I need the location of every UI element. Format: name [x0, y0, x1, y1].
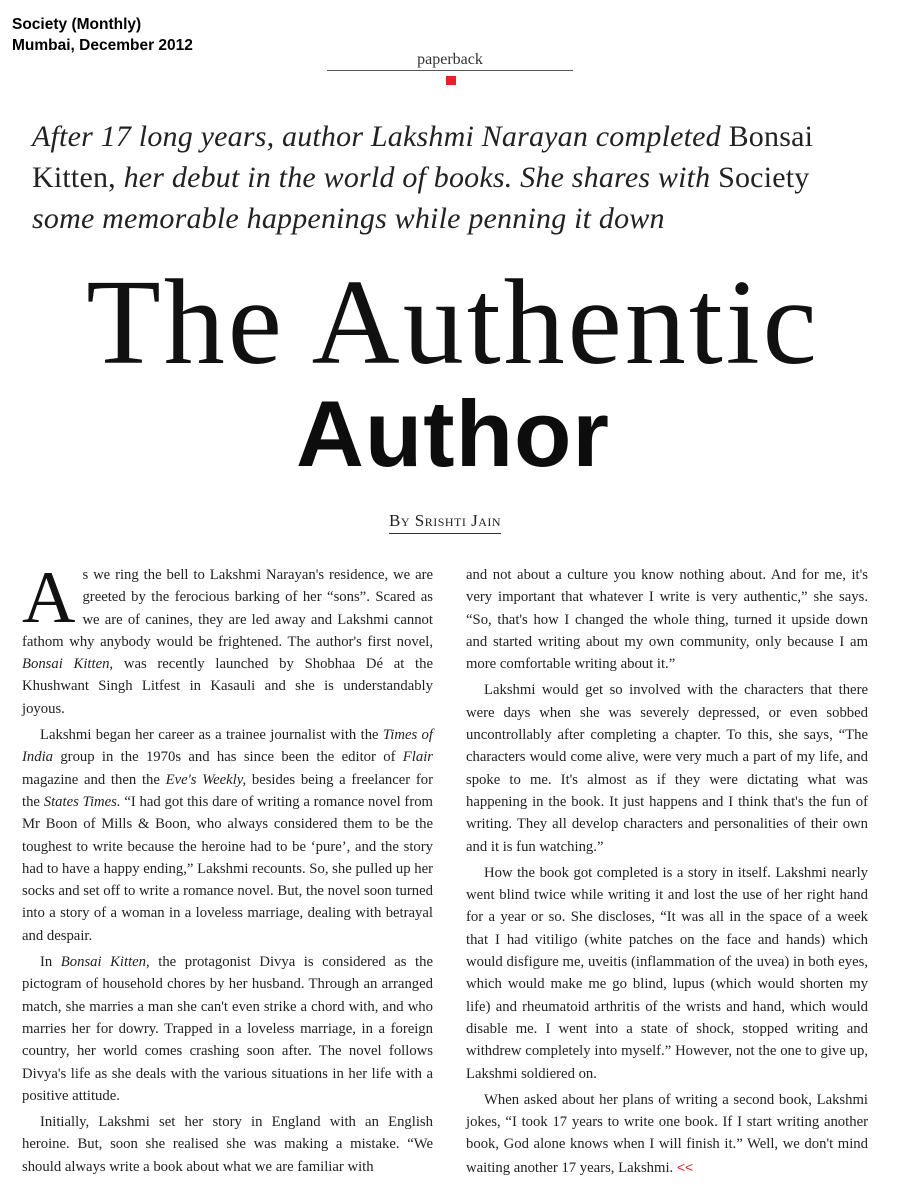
intro-text-3: some memorable happenings while penning it down	[32, 202, 665, 235]
article-text: magazine and then the	[22, 771, 166, 788]
article-text: In	[40, 954, 61, 971]
intro-text-1: After 17 long years, author Lakshmi Narayan completed	[32, 120, 721, 153]
publication-date: Mumbai, December 2012	[12, 37, 193, 54]
byline: By Srishti Jain	[389, 511, 501, 534]
article-text: “I had got this dare of writing a romance novel from Mr Boon of Mills & Boon, who always considered them to be the toughest to write because the heroine had to be ‘pure’, and the story had to have a happy ending,” Lakshmi recounts. So, she pulled up her socks and set off to write a romance novel. But, the novel soon turned into a story of a woman in a loveless marriage, dealing with betrayal and despair.	[22, 793, 433, 944]
intro-book-title-1: Bonsai	[728, 120, 814, 153]
section-label: paperback	[417, 51, 483, 68]
article-paragraph	[22, 1111, 433, 1178]
article-text: group in the 1970s and has since been the editor of	[53, 749, 403, 766]
article-text: besides being a freelancer for the	[22, 771, 433, 810]
article-paragraph	[22, 724, 433, 947]
section-accent-square	[446, 76, 456, 85]
article-text: the protagonist Divya is considered as the pictogram of household chores by her husband. Through an arranged match, she marries a man she can't even strike a chord with, and who marries her for dowry. Trapped in a loveless marriage, in a foreign country, her world comes crashing soon after. The novel follows Divya's life as she deals with the various situations in her life with a positive attitude.	[22, 954, 433, 1104]
italic-title: States Times.	[43, 793, 121, 810]
article-text: s we ring the bell to Lakshmi Narayan's residence, we are greeted by the ferocious barking of her “sons”. Scared as we are of canines, they are led away and Lakshmi cannot fathom why anybody would be frightened. The author's first novel,	[22, 567, 433, 650]
article-paragraph	[22, 951, 433, 1107]
article-text: How the book got completed is a story in itself. Lakshmi nearly went blind twice while writing it and lost the use of her right hand for a year or so. She discloses, “It was all in the space of a week that I had vitiligo (white patches on the face and hands) which would disfigure me, uveitis (inflammation of the uvea) in both eyes, which would make me go blind, lupus (which would shorten my life) and rheumatoid arthritis of the wrists and hand, which would disable me. I went into a state of shock, stopped writing and withdrew completely into myself.” However, not the one to give up, Lakshmi soldiered on.	[466, 864, 868, 1082]
publication-name: Society (Monthly)	[12, 16, 142, 33]
headline-line-1: The Authentic	[86, 255, 820, 390]
drop-cap: A	[22, 557, 76, 639]
section-header	[327, 50, 573, 71]
italic-title: Times of India	[22, 727, 433, 766]
article-text: Initially, Lakshmi set her story in England with an English heroine. But, soon she realised she was making a mistake. “We should always write a book about what we are familiar with	[22, 1114, 433, 1175]
article-text: and not about a culture you know nothing about. And for me, it's very important that whatever I write is very authentic,” she says. “So, that's how I changed the whole thing, turned it upside down and started writing about my own community, only because I am more comfortable writing about it.”	[466, 567, 868, 673]
article-paragraph	[466, 1089, 868, 1179]
article-column-left	[22, 557, 434, 1182]
article-paragraph	[466, 862, 868, 1085]
end-mark: <<	[676, 1158, 694, 1175]
intro-magazine-name: Society	[718, 161, 810, 194]
italic-title: Bonsai Kitten,	[60, 954, 150, 971]
publication-info	[12, 14, 193, 56]
article-paragraph	[22, 557, 434, 720]
italic-title: Bonsai Kitten,	[22, 656, 114, 673]
headline-line-2: Author	[295, 381, 611, 486]
intro-book-title-2: Kitten,	[32, 161, 116, 194]
italic-title: Eve's Weekly,	[165, 771, 247, 788]
italic-title: Flair	[402, 749, 433, 766]
article-text: Lakshmi began her career as a trainee journalist with the	[40, 727, 383, 744]
intro-text-2: her debut in the world of books. She shares with	[123, 161, 711, 194]
article-text: Lakshmi would get so involved with the characters that there were days when she was severely depressed, or even sobbed uncontrollably after completing a chapter. To this, she says, “The characters would come alive, were very much a part of my life, and spoke to me. It's almost as if they were dictating what was happening in the book. It just happens and I think that's the fun of writing. They all develop characters and personalities of their own and it is fun watching.”	[466, 682, 868, 855]
intro-deck	[32, 116, 892, 239]
article-text: was recently launched by Shobhaa Dé at the Khushwant Singh Litfest in Kasauli and she is understandably joyous.	[22, 656, 434, 717]
article-paragraph	[466, 564, 868, 675]
article-text: When asked about her plans of writing a second book, Lakshmi jokes, “I took 17 years to write one book. If I start writing another book, God alone knows when I will finish it.” Well, we don't mind waiting another 17 years, Lakshmi.	[466, 1091, 868, 1176]
article-paragraph	[466, 679, 868, 857]
section-rule	[327, 70, 573, 71]
article-column-right	[466, 564, 868, 1183]
